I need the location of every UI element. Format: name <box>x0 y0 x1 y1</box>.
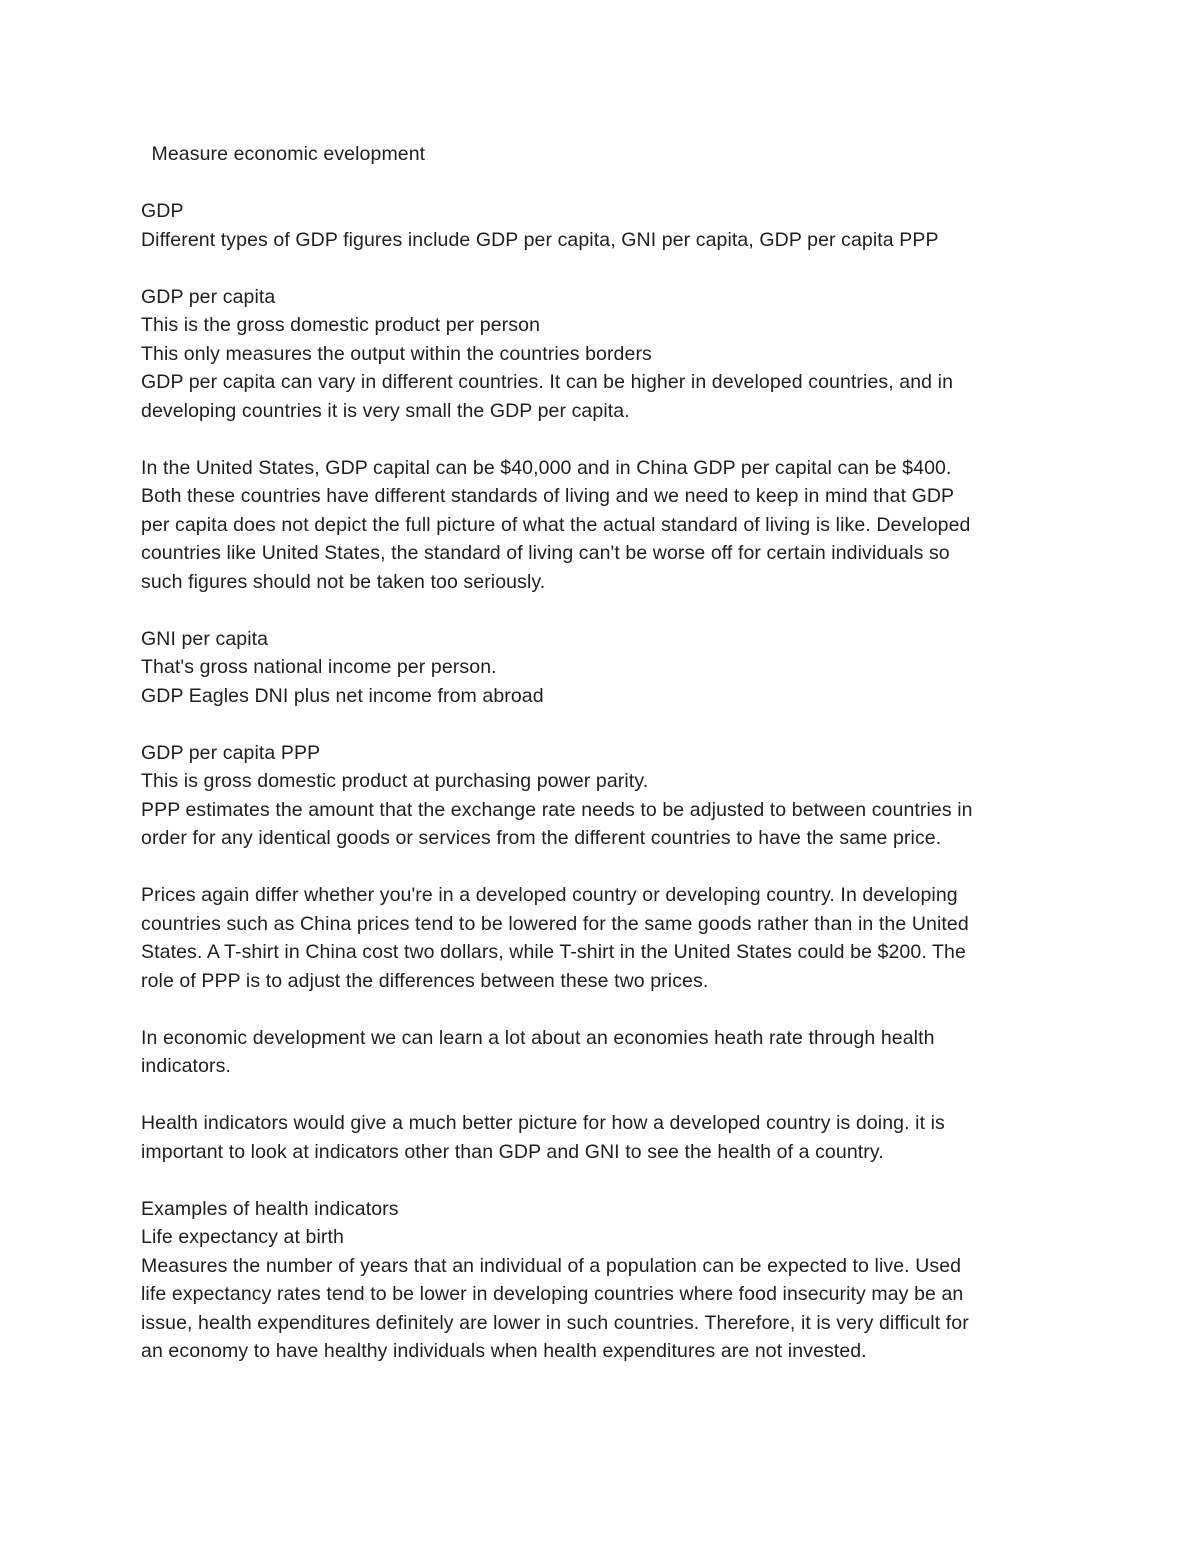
paragraph-line: PPP estimates the amount that the exchange rate needs to be adjusted to between countries in <box>141 798 973 821</box>
spacer <box>141 995 1061 1024</box>
paragraph-line: developing countries it is very small the GDP per capita. <box>141 399 630 422</box>
paragraph-line: That's gross national income per person. <box>141 656 497 678</box>
spacer <box>141 596 1061 625</box>
gdp-types-text: Different types of GDP figures include GDP per capita, GNI per capita, GDP per capita PPP <box>141 228 939 251</box>
spacer <box>141 1081 1061 1110</box>
paragraph-line: This only measures the output within the countries borders <box>141 342 652 365</box>
spacer <box>141 710 1061 739</box>
paragraph-line: issue, health expenditures definitely are lower in such countries. Therefore, it is very difficult for <box>141 1311 969 1334</box>
paragraph-line: Health indicators would give a much better picture for how a developed country is doing. it is <box>141 1112 945 1134</box>
gdp-per-capita-heading: GDP per capita <box>141 285 276 308</box>
paragraph-line: important to look at indicators other than GDP and GNI to see the health of a country. <box>141 1140 884 1163</box>
paragraph-line: such figures should not be taken too seriously. <box>141 570 546 593</box>
examples-heading: Examples of health indicators <box>141 1197 399 1220</box>
spacer <box>141 853 1061 882</box>
paragraph-line: life expectancy rates tend to be lower in developing countries where food insecurity may be an <box>141 1283 964 1305</box>
paragraph-line: role of PPP is to adjust the differences between these two prices. <box>141 969 709 992</box>
gni-per-capita-heading: GNI per capita <box>141 627 269 650</box>
paragraph-line: GDP Eagles DNI plus net income from abroad <box>141 684 544 707</box>
paragraph-line: an economy to have healthy individuals when health expenditures are not invested. <box>141 1340 867 1362</box>
life-expectancy-subheading: Life expectancy at birth <box>141 1226 344 1248</box>
paragraph-line: per capita does not depict the full picture of what the actual standard of living is like. Developed <box>141 513 971 536</box>
paragraph-line: This is the gross domestic product per person <box>141 314 541 336</box>
gdp-ppp-heading: GDP per capita PPP <box>141 741 321 764</box>
spacer <box>141 1166 1061 1195</box>
paragraph-line: countries like United States, the standard of living can't be worse off for certain individuals so <box>141 542 950 564</box>
paragraph-line: order for any identical goods or services from the different countries to have the same price. <box>141 827 942 849</box>
document-title: Measure economic evelopment <box>146 143 426 165</box>
paragraph-line: countries such as China prices tend to be lowered for the same goods rather than in the United <box>141 912 969 935</box>
paragraph-line: In the United States, GDP capital can be $40,000 and in China GDP per capital can be $400. <box>141 456 952 479</box>
gdp-heading: GDP <box>141 200 184 222</box>
paragraph-line: This is gross domestic product at purchasing power parity. <box>141 770 649 792</box>
paragraph-line: Both these countries have different standards of living and we need to keep in mind that GDP <box>141 485 955 507</box>
paragraph-line: Measures the number of years that an individual of a population can be expected to live. Used <box>141 1254 962 1277</box>
spacer <box>141 425 1061 454</box>
paragraph-line: GDP per capita can vary in different countries. It can be higher in developed countries, and in <box>141 371 954 393</box>
spacer <box>141 169 1061 198</box>
paragraph-line: In economic development we can learn a lot about an economies heath rate through health <box>141 1026 935 1049</box>
paragraph-line: indicators. <box>141 1055 231 1077</box>
document-body <box>141 140 1061 1366</box>
spacer <box>141 254 1061 283</box>
paragraph-line: States. A T-shirt in China cost two dollars, while T-shirt in the United States could be $200. The <box>141 941 966 963</box>
paragraph-line: Prices again differ whether you're in a developed country or developing country. In developing <box>141 884 958 906</box>
